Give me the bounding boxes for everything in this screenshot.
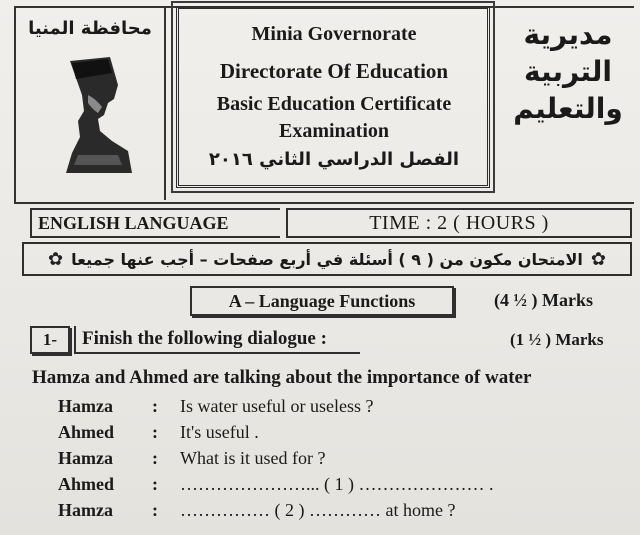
dialogue-line: [58, 474, 638, 500]
notice-text: الامتحان مكون من ( ٩ ) أسئلة في أربع صفحات – أجب عنها جميعا: [71, 249, 583, 269]
speaker-name: Hamza: [58, 500, 113, 520]
title-line-examination: Examination: [278, 120, 390, 142]
title-line-term-arabic: الفصل الدراسي الثاني ٢٠١٦: [208, 149, 460, 170]
blank-1: …………………... ( 1 ) ………………… .: [180, 474, 494, 494]
section-title: A – Language Functions: [190, 286, 454, 316]
dialogue-line: [58, 422, 638, 448]
governorate-arabic: محافظة المنيا: [28, 18, 152, 39]
colon: :: [152, 448, 158, 468]
question-marks: (1 ½ ) Marks: [510, 330, 604, 349]
gear-icon: ✿: [590, 248, 606, 270]
nefertiti-logo: [58, 55, 138, 175]
subject-label: ENGLISH LANGUAGE: [30, 208, 280, 238]
directorate-arabic: [498, 16, 638, 127]
dialogue: [58, 396, 638, 526]
directorate-arabic-line: والتعليم: [513, 92, 623, 125]
colon: :: [152, 422, 158, 442]
speaker-name: Ahmed: [58, 474, 115, 494]
time-label: TIME : 2 ( HOURS ): [286, 208, 632, 238]
dialogue-line: [58, 396, 638, 422]
title-line-certificate: Basic Education Certificate: [216, 93, 452, 115]
title-line-directorate: Directorate Of Education: [219, 59, 449, 83]
question-title: Finish the following dialogue :: [74, 326, 360, 354]
colon: :: [152, 500, 158, 520]
utterance: What is it used for ?: [180, 448, 326, 468]
title-line-governorate: Minia Governorate: [251, 23, 417, 45]
speaker-name: Hamza: [58, 448, 113, 468]
question-intro: Hamza and Ahmed are talking about the importance of water: [32, 367, 532, 388]
dialogue-line: [58, 500, 638, 526]
question-number: 1-: [30, 326, 70, 354]
directorate-arabic-line: مديرية: [523, 18, 613, 51]
gear-icon: ✿: [48, 248, 64, 270]
colon: :: [152, 474, 158, 494]
directorate-arabic-line: التربية: [524, 55, 612, 88]
title-block: [176, 6, 490, 188]
dialogue-line: [58, 448, 638, 474]
instructions-notice: [22, 242, 632, 276]
blank-2: …………… ( 2 ) ………… at home ?: [180, 500, 456, 520]
utterance: It's useful .: [180, 422, 259, 442]
utterance: Is water useful or useless ?: [180, 396, 374, 416]
section-marks: (4 ½ ) Marks: [494, 290, 593, 310]
speaker-name: Hamza: [58, 396, 113, 416]
colon: :: [152, 396, 158, 416]
speaker-name: Ahmed: [58, 422, 115, 442]
